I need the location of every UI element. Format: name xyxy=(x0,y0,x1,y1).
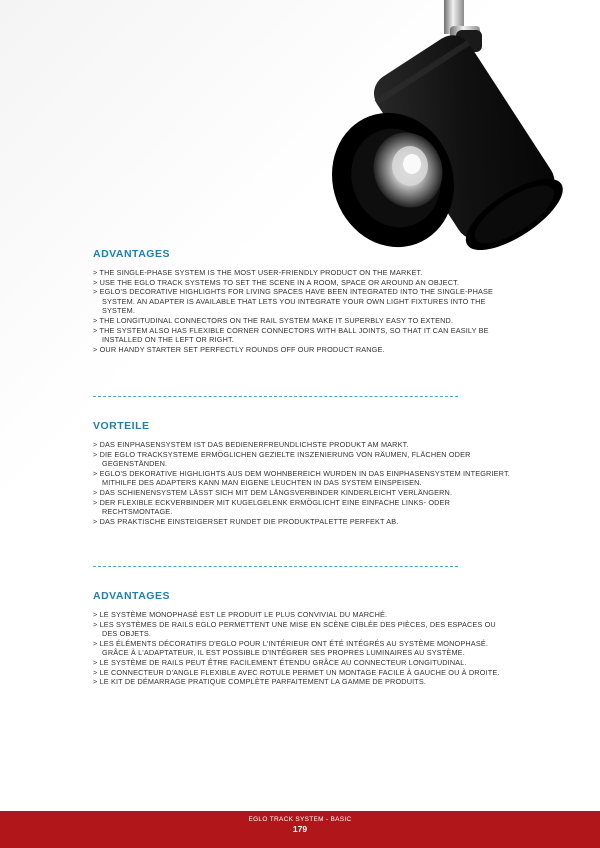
list-item: > LE CONNECTEUR D'ANGLE FLEXIBLE AVEC ROTULE PERMET UN MONTAGE FACILE À GAUCHE OU À DROITE. xyxy=(93,667,500,677)
section-heading: ADVANTAGES xyxy=(93,248,170,260)
list-item: > LES SYSTÈMES DE RAILS EGLO PERMETTENT UNE MISE EN SCÈNE CIBLÉE DES PIÈCES, DES ESPACES OU DES OBJETS. xyxy=(93,619,496,639)
section-divider xyxy=(93,396,458,397)
section-heading: VORTEILE xyxy=(93,420,150,432)
advantages-section-french xyxy=(93,590,513,687)
list-item: > LE KIT DE DÉMARRAGE PRATIQUE COMPLÈTE PARFAITEMENT LA GAMME DE PRODUITS. xyxy=(93,677,427,687)
list-item: > DAS EINPHASENSYSTEM IST DAS BEDIENERFREUNDLICHSTE PRODUKT AM MARKT. xyxy=(93,440,409,449)
page-footer xyxy=(0,811,600,848)
list-item: > THE SINGLE-PHASE SYSTEM IS THE MOST USER-FRIENDLY PRODUCT ON THE MARKET. xyxy=(93,268,423,277)
spotlight-product-image xyxy=(0,0,600,250)
page-number: 179 xyxy=(292,824,308,834)
vorteile-section-german xyxy=(93,420,513,526)
list-item: > LES ÉLÉMENTS DÉCORATIFS D'EGLO POUR L'INTÉRIEUR ONT ÉTÉ INTÉGRÉS AU SYSTÈME MONOPHASÉ. GRÂCE À L'ADAPTATEUR, IL EST POSSIBLE D'INTÉGRER SES PROPRES LUMINAIRES AU SYSTÈME. xyxy=(93,638,489,658)
list-item: > DER FLEXIBLE ECKVERBINDER MIT KUGELGELENK ERMÖGLICHT EINE EINFACHE LINKS- ODER RECHTSMONTAGE. xyxy=(93,497,450,517)
footer-label: EGLO TRACK SYSTEM - BASIC xyxy=(248,816,352,823)
list-item: > LE SYSTÈME DE RAILS PEUT ÊTRE FACILEMENT ÉTENDU GRÂCE AU CONNECTEUR LONGITUDINAL. xyxy=(93,657,467,667)
list-item: > THE SYSTEM ALSO HAS FLEXIBLE CORNER CONNECTORS WITH BALL JOINTS, SO THAT IT CAN EASILY BE INSTALLED ON THE LEFT OR RIGHT. xyxy=(93,325,489,345)
list-item: > EGLO'S DECORATIVE HIGHLIGHTS FOR LIVING SPACES HAVE BEEN INTEGRATED INTO THE SINGLE-PHASE SYSTEM. AN ADAPTER IS AVAILABLE THAT LETS YOU INTEGRATE YOUR OWN LIGHT FIXTURES INTO THE SYSTEM. xyxy=(93,287,494,316)
bullet-list xyxy=(93,268,513,354)
section-divider xyxy=(93,566,458,567)
list-item: > DAS PRAKTISCHE EINSTEIGERSET RUNDET DIE PRODUKTPALETTE PERFEKT AB. xyxy=(93,516,399,526)
bullet-list xyxy=(93,440,513,526)
list-item: > THE LONGITUDINAL CONNECTORS ON THE RAIL SYSTEM MAKE IT SUPERBLY EASY TO EXTEND. xyxy=(93,315,454,325)
list-item: > EGLO'S DEKORATIVE HIGHLIGHTS AUS DEM WOHNBEREICH WURDEN IN DAS EINPHASENSYSTEM INTEGRIERT. MITHILFE DES ADAPTERS KANN MAN EIGENE LEUCHTEN IN DAS SYSTEM EINSPEISEN. xyxy=(93,468,510,488)
list-item: > LE SYSTÈME MONOPHASÉ EST LE PRODUIT LE PLUS CONVIVIAL DU MARCHÉ. xyxy=(93,610,388,619)
advantages-section-english xyxy=(93,248,513,354)
list-item: > DIE EGLO TRACKSYSTEME ERMÖGLICHEN GEZIELTE INSZENIERUNG VON RÄUMEN, FLÄCHEN ODER GEGENSTÄNDEN. xyxy=(93,449,471,469)
bullet-list xyxy=(93,610,513,687)
list-item: > DAS SCHIENENSYSTEM LÄSST SICH MIT DEM LÄNGSVERBINDER KINDERLEICHT VERLÄNGERN. xyxy=(93,487,453,497)
list-item: > OUR HANDY STARTER SET PERFECTLY ROUNDS OFF OUR PRODUCT RANGE. xyxy=(93,344,385,354)
section-heading: ADVANTAGES xyxy=(93,590,170,602)
list-item: > USE THE EGLO TRACK SYSTEMS TO SET THE SCENE IN A ROOM, SPACE OR AROUND AN OBJECT. xyxy=(93,277,460,287)
